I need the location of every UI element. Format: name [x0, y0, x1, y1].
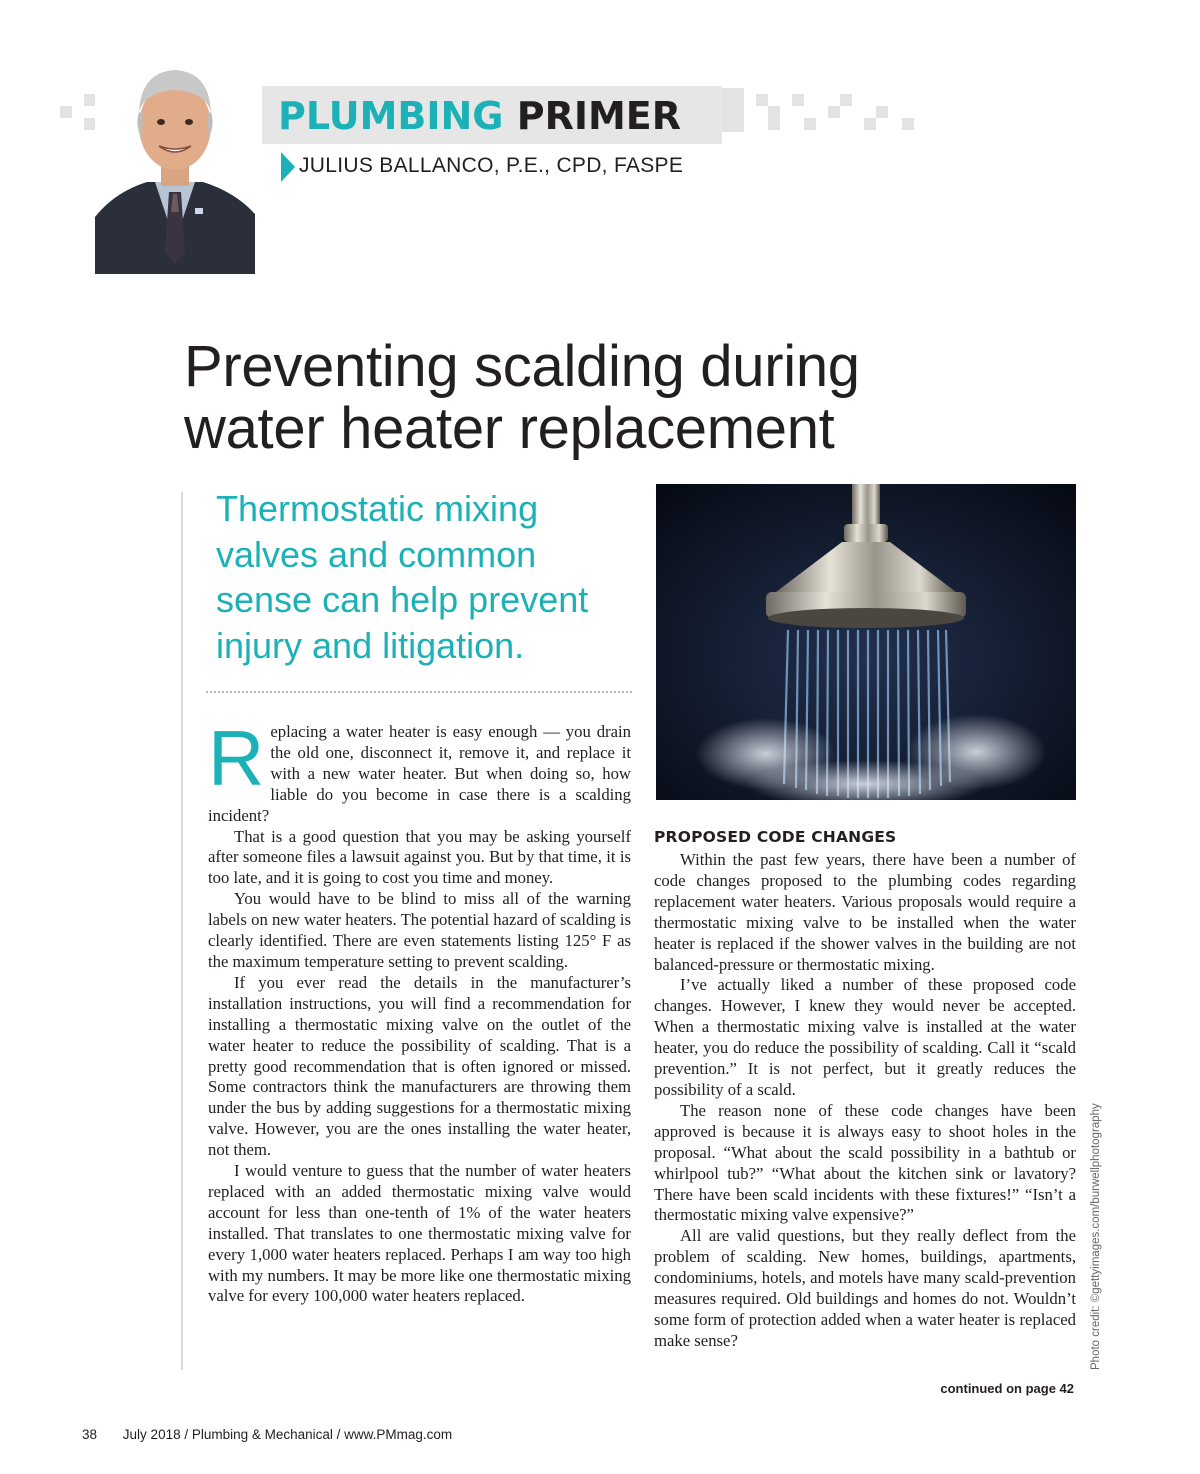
issue-info: July 2018 / Plumbing & Mechanical / www.PMmag.com — [122, 1427, 453, 1442]
paragraph-6: Within the past few years, there have been a number of code changes proposed to the plumbing codes regarding replacement water heaters. Various proposals would require a thermostatic mixing valve to be installed when the water heater is replaced if the shower valves in the building are not balanced-pressure or thermostatic mixing. — [654, 850, 1076, 974]
column-title — [278, 92, 681, 140]
body-column-left — [208, 714, 631, 1307]
section-heading: PROPOSED CODE CHANGES — [654, 828, 897, 846]
paragraph-7: I’ve actually liked a number of these proposed code changes. However, I knew they would never be accepted. When a thermostatic mixing valve is installed at the water heater, you do reduce the possibility of scalding. Call it “scald prevention.” It is not perfect, but it greatly reduces the possibility of a scald. — [654, 975, 1076, 1099]
paragraph-5: I would venture to guess that the number of water heaters replaced with an added thermostatic mixing valve would account for less than one-tenth of 1% of the water heaters installed. That translates to one thermostatic mixing valve for every 1,000 water heaters replaced. Perhaps I am way too high with my numbers. It may be more like one thermostatic mixing valve for every 100,000 water heaters replaced. — [208, 1161, 631, 1306]
column-title-accent: PLUMBING — [278, 94, 504, 138]
paragraph-8: The reason none of these code changes have been approved is because it is always easy to shoot holes in the proposal. “What about the scald possibility in a bathtub or whirlpool tub?” “What about the kitchen sink or lavatory? There have been scald incidents with these fixtures!” “Isn’t a thermostatic mixing valve expensive?” — [654, 1100, 1076, 1225]
paragraph-1: Replacing a water heater is easy enough — you drain the old one, disconnect it, remove it, and replace it with a new water heater. But when doing so, how liable do you become in case there is a scalding incident? — [208, 714, 631, 825]
headline-line-1: Preventing scalding during — [184, 334, 860, 399]
photo-credit: Photo credit: ©gettyimages.com/burwellphotography — [1090, 1103, 1102, 1370]
column-title-main: PRIMER — [516, 94, 682, 138]
author-byline: JULIUS BALLANCO, P.E., CPD, FASPE — [299, 154, 684, 177]
article-headline — [184, 336, 1044, 460]
byline-arrow-icon — [281, 152, 295, 182]
paragraph-4: If you ever read the details in the manufacturer’s installation instructions, you will find a recommendation for installing a thermostatic mixing valve on the outlet of the water heater to reduce the possibility of scalding. That is a pretty good recommendation that is often ignored or missed. Some contractors think the manufacturers are throwing them under the bus by adding suggestions for a thermostatic mixing valve. However, you are the ones installing the water heater, not them. — [208, 972, 631, 1160]
paragraph-9: All are valid questions, but they really deflect from the problem of scalding. New homes, buildings, apartments, condominiums, hotels, and motels have many scald-prevention measures required. Old buildings and homes do not. Wouldn’t some form of protection added when a water heater is replaced make sense? — [654, 1226, 1076, 1350]
author-photo — [95, 42, 255, 274]
page-footer — [82, 1427, 452, 1442]
dotted-divider — [206, 691, 632, 693]
shower-head-photo — [656, 484, 1076, 800]
deck-rule — [181, 492, 183, 1370]
article-deck: Thermostatic mixing valves and common sense can help prevent injury and litigation. — [216, 488, 589, 666]
drop-cap: R — [208, 714, 265, 802]
headline-line-2: water heater replacement — [184, 396, 835, 461]
page-number: 38 — [82, 1427, 98, 1442]
body-column-right — [654, 826, 1076, 1352]
paragraph-2: That is a good question that you may be asking yourself after someone files a lawsuit against you. But by that time, it is too late, and it is going to cost you time and money. — [208, 826, 631, 888]
paragraph-3: You would have to be blind to miss all of the warning labels on new water heaters. The potential hazard of scalding is clearly identified. There are even statements listing 125° F as the maximum temperature setting to prevent scalding. — [208, 889, 631, 971]
continued-link[interactable]: continued on page 42 — [940, 1381, 1074, 1396]
